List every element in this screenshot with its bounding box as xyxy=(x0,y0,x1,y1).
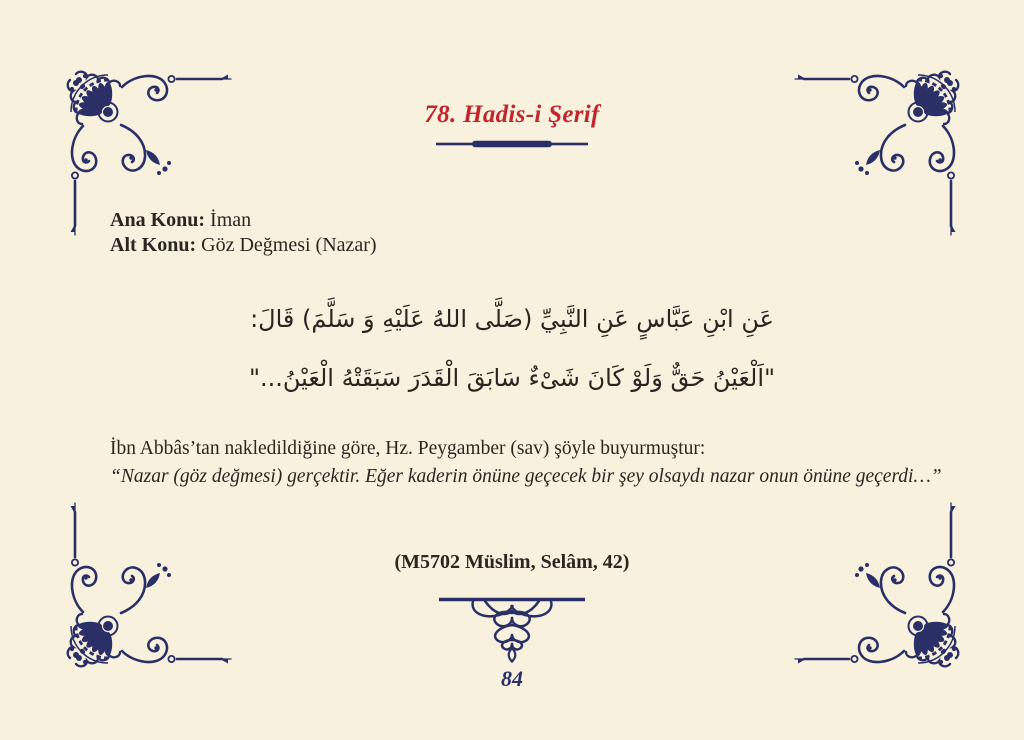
topic-block xyxy=(110,208,377,257)
citation-reference: (M5702 Müslim, Selâm, 42) xyxy=(394,551,630,573)
sub-topic-label: Alt Konu: xyxy=(110,233,197,256)
sub-topic-value: Göz Değmesi (Nazar) xyxy=(201,233,377,256)
corner-ornament-bottom-left-icon xyxy=(64,500,234,670)
translation-block xyxy=(110,435,950,491)
translation-quote: “Nazar (göz değmesi) gerçektir. Eğer kaderin önüne geçecek bir şey olsaydı nazar onun önüne geçerdi…” xyxy=(110,466,942,487)
page-title: 78. Hadis-i Şerif xyxy=(424,101,600,128)
main-topic-value: İman xyxy=(210,209,252,231)
page-number: 84 xyxy=(501,666,523,691)
main-topic-line xyxy=(110,208,377,233)
narration-text: İbn Abbâs’tan nakledildiğine göre, Hz. Peygamber (sav) şöyle buyurmuştur: xyxy=(110,438,706,459)
corner-ornament-bottom-right-icon xyxy=(792,500,962,670)
arabic-hadith-line-1: عَنِ ابْنِ عَبَّاسٍ عَنِ النَّبِيِّ (صَلَّى اللهُ عَلَيْهِ وَ سَلَّمَ) قَالَ: xyxy=(250,305,774,333)
main-topic-label: Ana Konu: xyxy=(110,209,206,231)
corner-ornament-top-right-icon xyxy=(792,68,962,238)
footer-flourish-ornament-icon xyxy=(437,596,587,664)
title-underline-ornament-icon xyxy=(436,140,588,148)
arabic-hadith-line-2: "اَلْعَيْنُ حَقٌّ وَلَوْ كَانَ شَىْءٌ سَابَقَ الْقَدَرَ سَبَقَتْهُ الْعَيْنُ..." xyxy=(248,364,776,392)
sub-topic-line xyxy=(110,233,377,258)
